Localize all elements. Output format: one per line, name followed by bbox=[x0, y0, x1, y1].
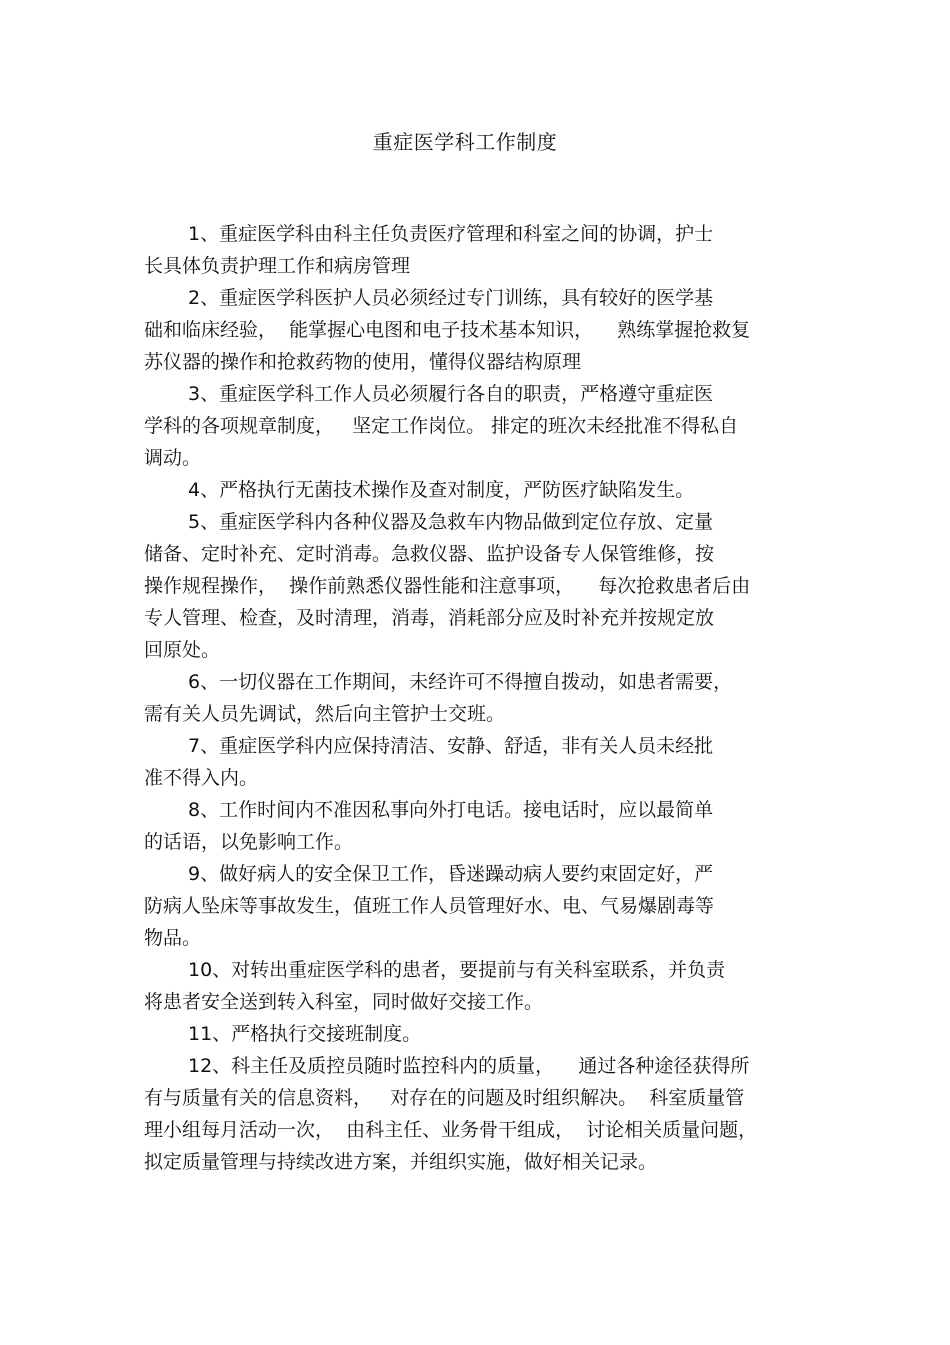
paragraph-line: 2、重症医学科医护人员必须经过专门训练，具有较好的医学基 bbox=[188, 287, 714, 309]
paragraph-line: 1、重症医学科由科主任负责医疗管理和科室之间的协调，护士 bbox=[188, 223, 714, 245]
paragraph-line: 6、一切仪器在工作期间，未经许可不得擅自拨动，如患者需要， bbox=[188, 671, 733, 693]
paragraph bbox=[144, 282, 824, 378]
paragraph-line: 苏仪器的操作和抢救药物的使用，懂得仪器结构原理 bbox=[144, 351, 582, 373]
document-title: 重症医学科工作制度 bbox=[372, 130, 558, 154]
paragraph bbox=[144, 794, 824, 858]
paragraph-line: 8、工作时间内不准因私事向外打电话。接电话时，应以最简单 bbox=[188, 799, 714, 821]
paragraph bbox=[144, 666, 824, 730]
paragraph-line: 将患者安全送到转入科室，同时做好交接工作。 bbox=[144, 991, 544, 1013]
paragraph-line: 学科的各项规章制度， 坚定工作岗位。 排定的班次未经批准不得私自 bbox=[144, 415, 739, 437]
paragraph-line: 7、重症医学科内应保持清洁、安静、舒适，非有关人员未经批 bbox=[188, 735, 714, 757]
paragraph-line: 操作规程操作， 操作前熟悉仪器性能和注意事项， 每次抢救患者后由 bbox=[144, 575, 751, 597]
paragraph-line: 9、做好病人的安全保卫工作，昏迷躁动病人要约束固定好，严 bbox=[188, 863, 714, 885]
paragraph-line: 理小组每月活动一次， 由科主任、业务骨干组成， 讨论相关质量问题， bbox=[144, 1119, 758, 1141]
paragraph bbox=[144, 730, 824, 794]
document-body bbox=[144, 218, 824, 1178]
paragraph-line: 拟定质量管理与持续改进方案，并组织实施，做好相关记录。 bbox=[144, 1151, 658, 1173]
paragraph-line: 有与质量有关的信息资料， 对存在的问题及时组织解决。 科室质量管 bbox=[144, 1087, 745, 1109]
paragraph-line: 调动。 bbox=[144, 447, 202, 469]
paragraph bbox=[144, 218, 824, 282]
paragraph-line: 专人管理、检查，及时清理，消毒，消耗部分应及时补充并按规定放 bbox=[144, 607, 715, 629]
paragraph-line: 的话语，以免影响工作。 bbox=[144, 831, 354, 853]
paragraph-line: 5、重症医学科内各种仪器及急救车内物品做到定位存放、定量 bbox=[188, 511, 714, 533]
paragraph bbox=[144, 1018, 824, 1050]
paragraph-line: 储备、定时补充、定时消毒。急救仪器、监护设备专人保管维修，按 bbox=[144, 543, 715, 565]
paragraph-line: 物品。 bbox=[144, 927, 202, 949]
paragraph bbox=[144, 858, 824, 954]
paragraph-line: 3、重症医学科工作人员必须履行各自的职责，严格遵守重症医 bbox=[188, 383, 714, 405]
paragraph bbox=[144, 378, 824, 474]
paragraph-line: 11、严格执行交接班制度。 bbox=[188, 1023, 422, 1045]
paragraph-line: 12、科主任及质控员随时监控科内的质量， 通过各种途径获得所 bbox=[188, 1055, 750, 1077]
paragraph-line: 回原处。 bbox=[144, 639, 221, 661]
paragraph-line: 础和临床经验， 能掌握心电图和电子技术基本知识， 熟练掌握抢救复 bbox=[144, 319, 751, 341]
paragraph-line: 需有关人员先调试，然后向主管护士交班。 bbox=[144, 703, 506, 725]
paragraph-line: 长具体负责护理工作和病房管理 bbox=[144, 255, 411, 277]
paragraph-line: 防病人坠床等事故发生，值班工作人员管理好水、电、气易爆剧毒等 bbox=[144, 895, 715, 917]
paragraph-line: 准不得入内。 bbox=[144, 767, 259, 789]
paragraph bbox=[144, 954, 824, 1018]
paragraph bbox=[144, 474, 824, 506]
paragraph bbox=[144, 1050, 824, 1178]
paragraph-line: 10、对转出重症医学科的患者，要提前与有关科室联系，并负责 bbox=[188, 959, 726, 981]
paragraph bbox=[144, 506, 824, 666]
paragraph-line: 4、严格执行无菌技术操作及查对制度，严防医疗缺陷发生。 bbox=[188, 479, 695, 501]
